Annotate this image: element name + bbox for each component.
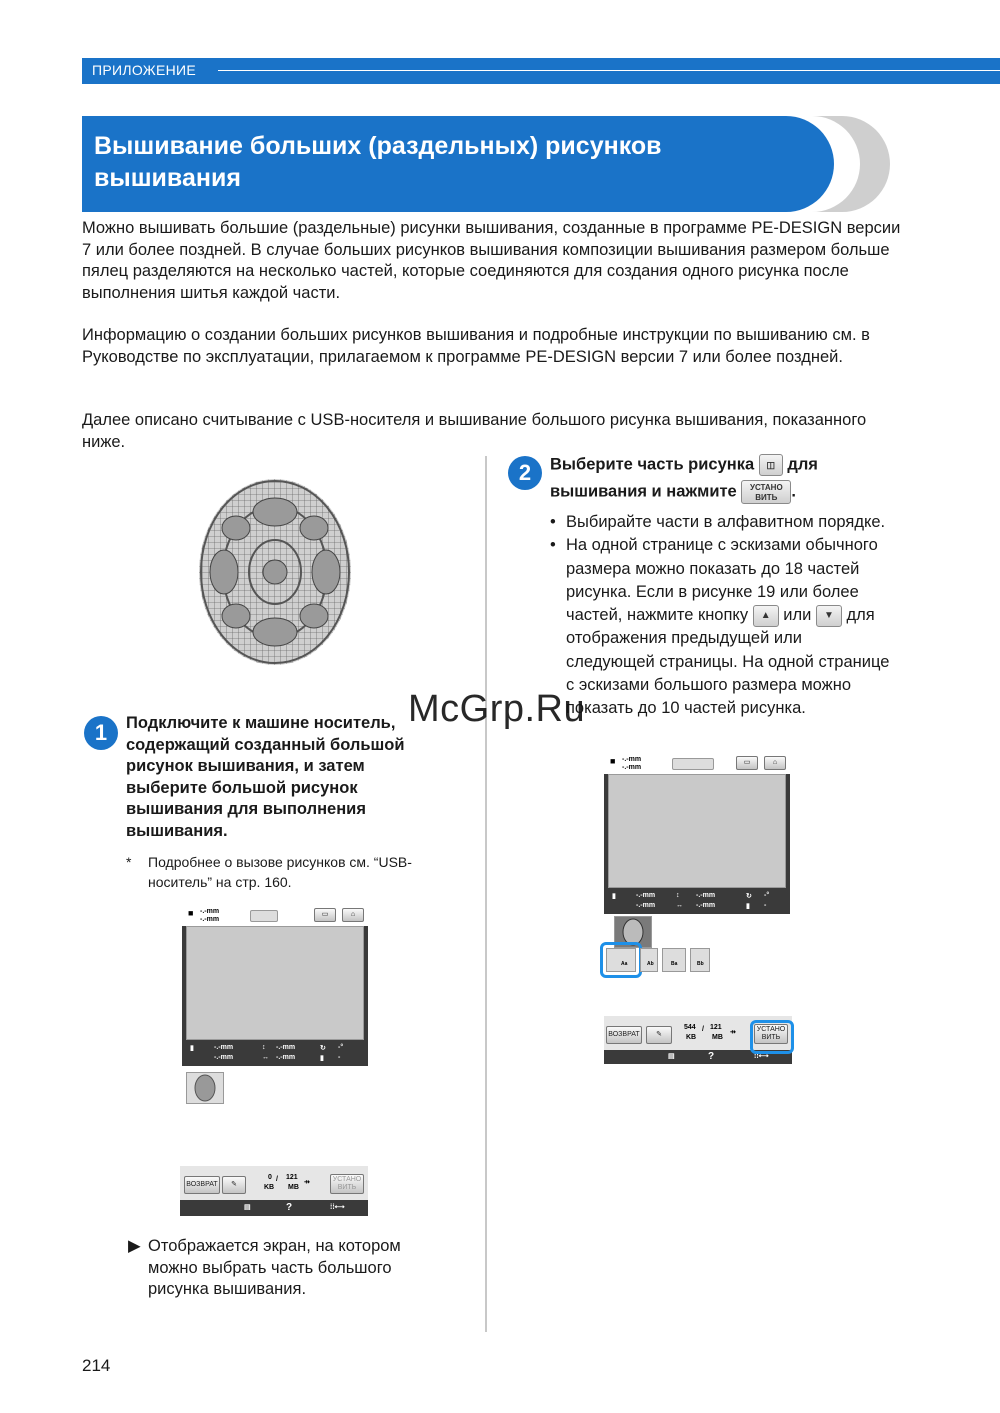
usb-icon: ⇸ xyxy=(304,1179,310,1186)
back-button[interactable]: ВОЗВРАТ xyxy=(606,1026,642,1044)
bullet-1: • Выбирайте части в алфавитном порядке. xyxy=(550,511,890,534)
note-marker: * xyxy=(126,854,132,870)
help-icon: ? xyxy=(708,1051,715,1062)
stitch-icon: ⁞⁞⟷ xyxy=(754,1053,769,1060)
step-2-instruction: Выберите часть рисунка ◫ для вышивания и нажмите УСТАНО ВИТЬ . xyxy=(550,455,818,502)
step-1-instruction: Подключите к машине носитель, содержащий созданный большой рисунок вышивания, и затем выберите большой рисунок вышивания для выполнения вышивания. xyxy=(126,714,405,840)
step-1-note: Подробнее о вызове рисунков см. “USB-носитель” на стр. 160. xyxy=(148,854,412,890)
step-1-number: 1 xyxy=(84,716,118,750)
page-title: Вышивание больших (раздельных) рисунков вышивания xyxy=(94,132,662,192)
part-ba-thumbnail[interactable]: Ba xyxy=(662,948,686,972)
step-2-bullets xyxy=(550,511,890,721)
step-2-number: 2 xyxy=(508,456,542,490)
intro-paragraph-1: Можно вышивать большие (раздельные) рисунки вышивания, созданные в программе PE-DESIGN версии 7 или более поздней. В случае больших рисунков вышивания композиции вышивания размером больше пялец разделяются на несколько частей, которые соединяются для создания одного рисунка после выполнения шитья каждой части. xyxy=(82,219,901,302)
set-button-disabled[interactable]: УСТАНО ВИТЬ xyxy=(330,1174,364,1194)
intro-paragraph-3: Далее описано считывание с USB-носителя и вышивание большого рисунка вышивания, показанного ниже. xyxy=(82,411,867,451)
eraser-icon[interactable]: ✎ xyxy=(222,1176,246,1194)
selected-part-highlight xyxy=(600,942,642,978)
step-1-screen: ■ -.-mm -.-mm ▭ ⌂ ▮ -.-mm -.-mm ↕ ↔ -.-mm -.-mm ↻ ▮ -° - xyxy=(182,906,368,1066)
lace-embroidery-image xyxy=(196,476,354,668)
stitch-icon: ⁞⁞⟷ xyxy=(330,1204,345,1211)
home-icon[interactable]: ⌂ xyxy=(342,908,364,922)
down-arrow-button: ▼ xyxy=(816,605,842,627)
step-2-toolbar: ВОЗВРАТ ✎ 544 KB / 121 MB ⇸ УСТАНО ВИТЬ ▤ ? ⁞⁞⟷ xyxy=(604,1016,792,1064)
up-arrow-button: ▲ xyxy=(753,605,779,627)
set-button-inline: УСТАНО ВИТЬ xyxy=(741,480,791,504)
embroidery-frame-icon[interactable]: ▭ xyxy=(314,908,336,922)
list-icon: ▤ xyxy=(244,1204,251,1211)
usb-icon: ⇸ xyxy=(730,1029,736,1036)
part-ab-thumbnail[interactable]: Ab xyxy=(640,948,658,972)
page-number: 214 xyxy=(82,1356,111,1375)
section-label: ПРИЛОЖЕНИЕ xyxy=(92,62,197,78)
section-rule xyxy=(218,70,1000,71)
part-aa-thumbnail[interactable]: Aa xyxy=(606,948,636,972)
set-button-highlight xyxy=(750,1020,794,1054)
eraser-icon[interactable]: ✎ xyxy=(646,1026,672,1044)
watermark: McGrp.Ru xyxy=(408,688,586,730)
help-icon: ? xyxy=(286,1202,293,1213)
part-bb-thumbnail[interactable]: Bb xyxy=(690,948,710,972)
list-icon: ▤ xyxy=(668,1053,675,1060)
step-1-result: Отображается экран, на котором можно выбрать часть большого рисунка вышивания. xyxy=(148,1237,401,1298)
section-header-bar xyxy=(82,58,1000,84)
bullet-2: • На одной странице с эскизами обычного размера можно показать до 18 частей рисунка. Если в рисунке 19 или более частей, нажмите кнопку ▲ или ▼ для отображения предыдущей или следующей страницы. На одной странице с эскизами большого размера можно показать до 10 частей рисунка. xyxy=(550,534,890,720)
home-icon[interactable]: ⌂ xyxy=(764,756,786,770)
back-button[interactable]: ВОЗВРАТ xyxy=(184,1176,220,1194)
pattern-part-icon: ◫ xyxy=(759,454,783,476)
result-marker: ▶ xyxy=(128,1237,141,1255)
step-2-screen: ■ -.-mm -.-mm ▭ ⌂ ▮ -.-mm -.-mm ↕ ↔ -.-mm -.-mm ↻ ▮ -° - xyxy=(604,754,790,914)
large-pattern-thumbnail[interactable] xyxy=(186,1072,224,1104)
column-divider xyxy=(485,456,487,1332)
embroidery-frame-icon[interactable]: ▭ xyxy=(736,756,758,770)
set-button[interactable]: УСТАНО ВИТЬ xyxy=(754,1024,788,1044)
step-1-toolbar: ВОЗВРАТ ✎ 0 KB / 121 MB ⇸ УСТАНО ВИТЬ ▤ ? ⁞⁞⟷ xyxy=(180,1166,368,1216)
intro-paragraph-2: Информацию о создании больших рисунков вышивания и подробные инструкции по вышиванию см. в Руководстве по эксплуатации, прилагаемом к программе PE-DESIGN версии 7 или более поздней. xyxy=(82,326,870,366)
